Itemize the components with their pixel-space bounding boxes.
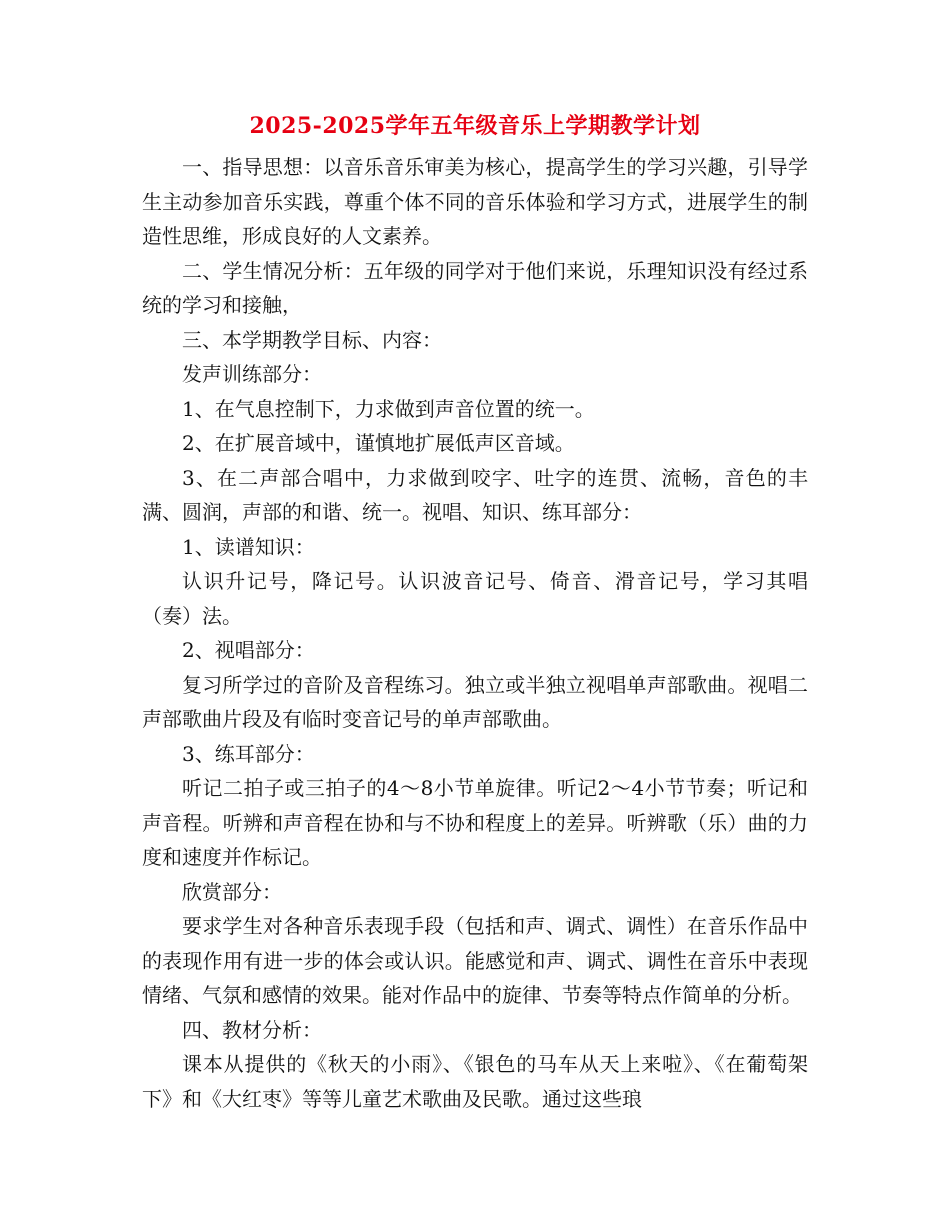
paragraph-guiding-ideology: 一、指导思想：以音乐音乐审美为核心，提高学生的学习兴趣，引导学生主动参加音乐实践，尊重个体不同的音乐体验和学习方式，进展学生的制造性思维，形成良好的人文素养。 [142,155,808,248]
paragraph-sight-singing-content: 复习所学过的音阶及音程练习。独立或半独立视唱单声部歌曲。视唱二声部歌曲片段及有临时变音记号的单声部歌曲。 [142,672,808,731]
paragraph-reading-content: 认识升记号，降记号。认识波音记号、倚音、滑音记号，学习其唱（奏）法。 [142,569,808,628]
document-title: 2025-2025学年五年级音乐上学期教学计划 [249,113,701,139]
paragraph-reading-heading: 1、读谱知识： [182,534,315,559]
paragraph-ear-training-heading: 3、练耳部分： [182,741,315,766]
document-body [142,150,808,1116]
paragraph-vocal-item-3: 3、在二声部合唱中，力求做到咬字、吐字的连贯、流畅，音色的丰满、圆润，声部的和谐、统一。视唱、知识、练耳部分： [142,465,808,524]
paragraph-appreciation-content: 要求学生对各种音乐表现手段（包括和声、调式、调性）在音乐作品中的表现作用有进一步的体会或认识。能感觉和声、调式、调性在音乐中表现情绪、气氛和感情的效果。能对作品中的旋律、节奏等特点作简单的分析。 [142,914,808,1007]
paragraph-vocal-item-1: 1、在气息控制下，力求做到声音位置的统一。 [182,396,595,421]
paragraph-vocal-item-2: 2、在扩展音域中，谨慎地扩展低声区音域。 [182,431,575,455]
paragraph-textbook-heading: 四、教材分析： [182,1017,322,1042]
paragraph-student-analysis: 二、学生情况分析：五年级的同学对于他们来说，乐理知识没有经过系统的学习和接触， [142,258,808,317]
paragraph-sight-singing-heading: 2、视唱部分： [182,638,315,662]
paragraph-ear-training-content: 听记二拍子或三拍子的4～8小节单旋律。听记2～4小节节奏；听记和声音程。听辨和声音程在协和与不协和程度上的差异。听辨歌（乐）曲的力度和速度并作标记。 [142,776,808,869]
paragraph-teaching-goals-heading: 三、本学期教学目标、内容： [182,327,442,352]
paragraph-vocal-training-heading: 发声训练部分： [182,362,322,386]
paragraph-appreciation-heading: 欣赏部分： [182,879,282,904]
paragraph-textbook-content: 课本从提供的《秋天的小雨》、《银色的马车从天上来啦》、《在葡萄架下》和《大红枣》等等儿童艺术歌曲及民歌。通过这些琅 [142,1052,808,1111]
